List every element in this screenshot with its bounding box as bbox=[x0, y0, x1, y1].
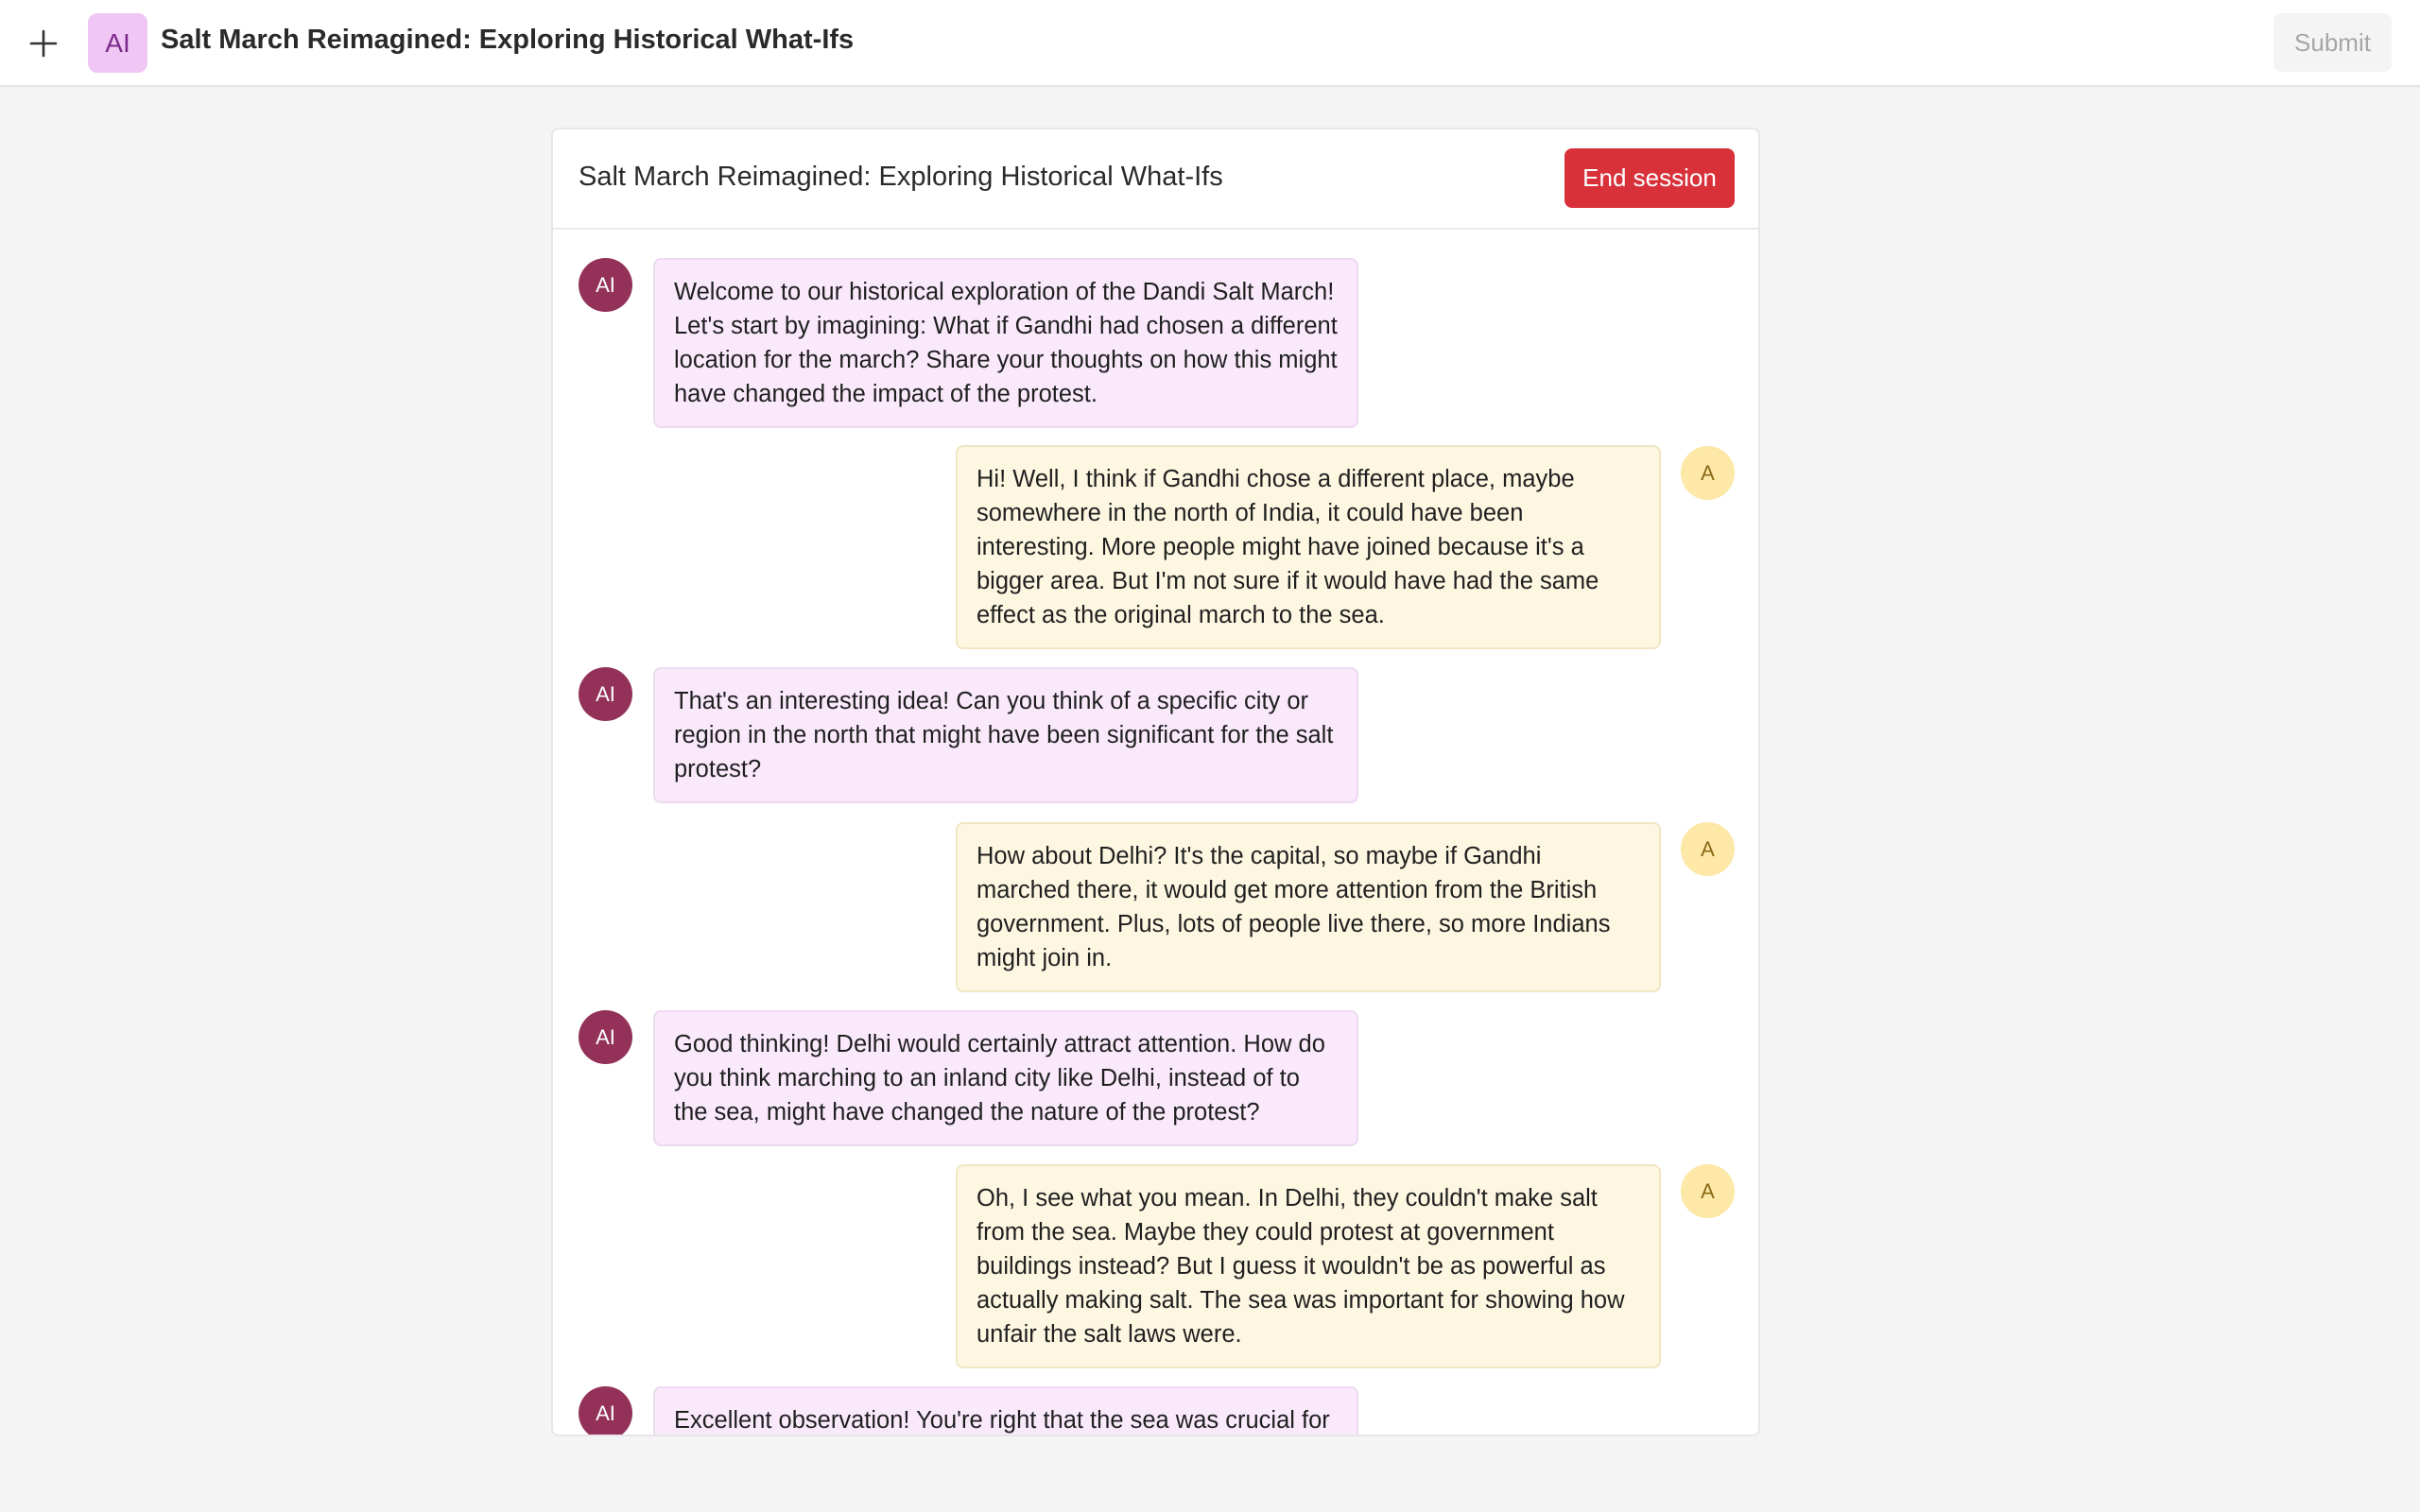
plus-icon bbox=[28, 28, 59, 59]
ai-avatar: AI bbox=[579, 1010, 632, 1064]
app-badge: AI bbox=[88, 13, 147, 73]
user-message: Oh, I see what you mean. In Delhi, they couldn't make salt from the sea. Maybe they could protest at government buildings instead? But I guess it wouldn't be as powerful as actually making salt. The sea was important for showing how unfair the salt laws were. bbox=[956, 1164, 1661, 1368]
user-avatar: A bbox=[1681, 1164, 1735, 1218]
end-session-button[interactable]: End session bbox=[1564, 148, 1735, 208]
message-list[interactable] bbox=[553, 232, 1758, 1436]
user-message: How about Delhi? It's the capital, so maybe if Gandhi marched there, it would get more attention from the British government. Plus, lots of people live there, so more Indians might join in. bbox=[956, 822, 1661, 992]
ai-message: That's an interesting idea! Can you think of a specific city or region in the north that might have been significant for the salt protest? bbox=[653, 667, 1358, 803]
user-avatar: A bbox=[1681, 446, 1735, 500]
submit-button[interactable]: Submit bbox=[2273, 13, 2392, 72]
user-message: Hi! Well, I think if Gandhi chose a different place, maybe somewhere in the north of India, it could have been interesting. More people might have joined because it's a bigger area. But I'm not sure if it would have had the same effect as the original march to the sea. bbox=[956, 445, 1661, 649]
page-title: Salt March Reimagined: Exploring Historical What-Ifs bbox=[161, 25, 855, 55]
ai-message: Excellent observation! You're right that the sea was crucial for bbox=[653, 1386, 1358, 1436]
chat-panel bbox=[551, 128, 1760, 1436]
ai-message: Good thinking! Delhi would certainly attract attention. How do you think marching to an inland city like Delhi, instead of to the sea, might have changed the nature of the protest? bbox=[653, 1010, 1358, 1146]
ai-avatar: AI bbox=[579, 258, 632, 312]
ai-avatar: AI bbox=[579, 1386, 632, 1436]
chat-header bbox=[553, 129, 1758, 230]
user-avatar: A bbox=[1681, 822, 1735, 876]
new-session-button[interactable] bbox=[21, 23, 66, 64]
ai-message: Welcome to our historical exploration of the Dandi Salt March! Let's start by imagining: What if Gandhi had chosen a different location for the march? Share your thoughts on how this might have changed the impact of the protest. bbox=[653, 258, 1358, 428]
session-title: Salt March Reimagined: Exploring Historical What-Ifs bbox=[579, 162, 1223, 192]
top-bar bbox=[0, 0, 2420, 87]
ai-avatar: AI bbox=[579, 667, 632, 721]
